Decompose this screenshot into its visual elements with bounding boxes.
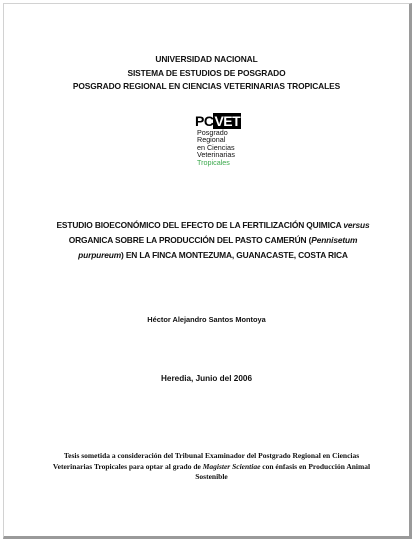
author-name: Héctor Alejandro Santos Montoya <box>147 315 266 324</box>
logo-subtitle-line3: en Ciencias <box>197 142 235 152</box>
title-species: Pennisetum purpureum <box>78 235 358 260</box>
university-name: UNIVERSIDAD NACIONAL <box>155 54 258 64</box>
logo-pc-text: PC <box>195 113 214 129</box>
logo-vet-text: VET <box>214 113 241 129</box>
title-part2: ORGANICA SOBRE LA PRODUCCIÓN DEL PASTO CAMERÚN ( <box>68 235 312 245</box>
place-date: Heredia, Junio del 2006 <box>160 374 252 383</box>
logo-subtitle-line4: Veterinarias <box>197 150 235 160</box>
thesis-part2: con énfasis en Producción Animal Sostenible <box>195 461 371 481</box>
logo-subtitle-line5: Tropicales <box>197 157 230 167</box>
thesis-degree: Magister Scientiae <box>202 461 261 471</box>
logo-wordmark <box>195 114 245 129</box>
thesis-statement <box>44 451 379 483</box>
thesis-title <box>48 218 378 263</box>
title-part1: ESTUDIO BIOECONÓMICO DEL EFECTO DE LA FERTILIZACIÓN QUIMICA <box>56 220 344 230</box>
logo-subtitle-line1: Posgrado <box>197 128 228 137</box>
studies-system-name: SISTEMA DE ESTUDIOS DE POSGRADO <box>127 67 286 78</box>
document-page <box>3 3 412 539</box>
institution-header <box>4 53 409 94</box>
title-versus: versus <box>343 220 370 230</box>
thesis-part1: Tesis sometida a consideración del Tribunal Examinador del Postgrado Regional en Ciencias Veterinarias Tropicales para optar al grado de <box>52 451 360 471</box>
logo-subtitle-line2: Regional <box>197 135 226 145</box>
title-part3: ) EN LA FINCA MONTEZUMA, GUANACASTE, COSTA RICA <box>121 250 348 260</box>
program-name: POSGRADO REGIONAL EN CIENCIAS VETERINARIAS TROPICALES <box>72 81 341 91</box>
pcvet-logo <box>195 114 245 172</box>
